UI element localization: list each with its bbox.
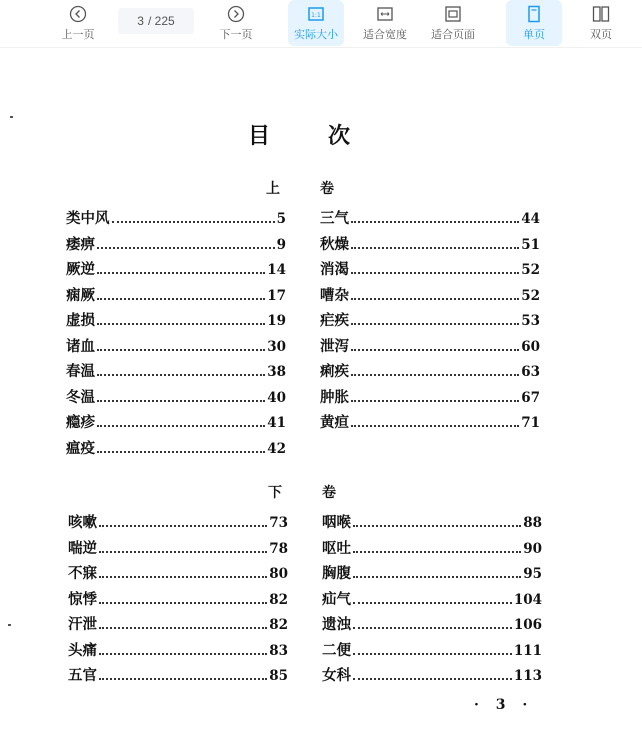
vol1-left-column xyxy=(66,207,286,462)
dot-leader xyxy=(351,374,519,376)
toc-entry[interactable] xyxy=(66,207,286,233)
toc-entry-page: 30 xyxy=(267,338,286,355)
toc-entry-page: 14 xyxy=(267,262,286,278)
dot-leader xyxy=(351,349,519,351)
dot-leader xyxy=(99,602,267,604)
dot-leader xyxy=(351,400,519,402)
toc-entry-name: 嘈杂 xyxy=(320,286,349,304)
toc-entry[interactable] xyxy=(322,537,542,563)
dot-leader xyxy=(99,678,267,680)
toc-entry[interactable] xyxy=(320,233,540,259)
viewer-toolbar xyxy=(0,0,642,48)
toc-entry-name: 女科 xyxy=(322,667,351,684)
toc-entry-name: 消渴 xyxy=(320,261,349,278)
fit-page-icon xyxy=(444,5,462,23)
chevron-right-circle-icon xyxy=(227,5,245,23)
toc-entry[interactable] xyxy=(66,309,286,335)
toc-entry-page: 41 xyxy=(267,415,286,431)
toc-entry-name: 秋燥 xyxy=(320,235,349,253)
dot-leader xyxy=(97,400,265,402)
toc-entry-name: 遗浊 xyxy=(322,616,351,633)
toc-entry-page: 104 xyxy=(513,591,542,608)
fit-width-label: 适合宽度 xyxy=(363,28,407,41)
dot-leader xyxy=(99,525,267,527)
toc-entry-name: 泄泻 xyxy=(320,337,349,355)
toc-entry-page: 17 xyxy=(267,287,286,304)
toc-entry-page: 71 xyxy=(521,415,540,431)
toc-entry[interactable] xyxy=(66,233,286,259)
toc-entry-page: 67 xyxy=(521,389,540,406)
toc-entry-page: 42 xyxy=(267,440,286,457)
single-page-icon xyxy=(525,5,543,23)
vol1-heading-1: 上 xyxy=(266,181,280,197)
fit-page-button[interactable] xyxy=(424,0,482,46)
toc-entry-page: 5 xyxy=(276,211,286,227)
toc-entry-page: 52 xyxy=(521,287,540,304)
toc-entry-page: 90 xyxy=(523,540,542,557)
prev-page-label: 上一页 xyxy=(61,28,95,41)
next-page-label: 下一页 xyxy=(219,28,253,41)
toc-entry-page: 19 xyxy=(267,313,286,329)
dot-leader xyxy=(97,425,265,427)
toc-entry[interactable] xyxy=(66,411,286,437)
toc-entry[interactable] xyxy=(68,537,288,563)
toc-entry-name: 疝气 xyxy=(322,590,351,608)
toc-entry[interactable] xyxy=(68,588,288,614)
dot-leader xyxy=(97,247,275,249)
toc-entry[interactable] xyxy=(66,360,286,386)
dot-leader xyxy=(112,221,275,223)
toc-entry[interactable] xyxy=(322,613,542,639)
vol1-right-column xyxy=(320,207,540,437)
toc-entry-name: 二便 xyxy=(322,641,351,659)
dot-leader xyxy=(97,374,265,376)
toc-entry-name: 头痛 xyxy=(68,641,97,659)
toc-entry[interactable] xyxy=(68,511,288,537)
toc-entry-page: 83 xyxy=(269,642,288,659)
toc-entry-page: 63 xyxy=(521,364,540,380)
toc-entry-name: 肿胀 xyxy=(320,388,349,406)
toc-entry-name: 汗泄 xyxy=(68,616,97,633)
double-page-label: 双页 xyxy=(590,28,612,41)
next-page-button[interactable] xyxy=(210,0,262,46)
toc-entry[interactable] xyxy=(320,335,540,361)
dot-leader xyxy=(99,551,267,553)
single-page-button[interactable] xyxy=(506,0,562,46)
prev-page-button[interactable] xyxy=(52,0,104,46)
toc-entry[interactable] xyxy=(66,284,286,310)
current-page[interactable]: 3 xyxy=(137,14,144,28)
toc-entry-page: 53 xyxy=(521,313,540,329)
toc-entry-name: 痢疾 xyxy=(320,363,349,380)
toc-entry-name: 五官 xyxy=(68,667,97,684)
toc-entry-name: 喘逆 xyxy=(68,539,97,557)
dot-leader xyxy=(97,349,265,351)
dot-leader xyxy=(353,576,521,578)
toc-entry[interactable] xyxy=(66,386,286,412)
toc-entry[interactable] xyxy=(320,411,540,437)
toc-entry-page: 40 xyxy=(267,389,286,406)
toc-entry-name: 不寐 xyxy=(68,565,97,582)
toc-entry[interactable] xyxy=(66,335,286,361)
toc-entry-page: 60 xyxy=(521,338,540,355)
dot-leader xyxy=(97,451,265,453)
toc-entry-name: 咳嗽 xyxy=(68,514,97,531)
dot-leader xyxy=(353,678,512,680)
toc-entry-name: 呕吐 xyxy=(322,539,351,557)
dot-leader xyxy=(353,653,512,655)
toc-entry-name: 类中风 xyxy=(66,210,110,227)
toc-entry[interactable] xyxy=(322,562,542,588)
toc-entry-page: 80 xyxy=(269,566,288,582)
toc-entry-page: 38 xyxy=(267,364,286,380)
dot-leader xyxy=(351,272,519,274)
dot-leader xyxy=(351,221,519,223)
toc-entry-page: 51 xyxy=(521,236,540,253)
toc-entry-name: 诸血 xyxy=(66,337,95,355)
fit-page-label: 适合页面 xyxy=(431,28,475,41)
toc-entry-name: 惊悸 xyxy=(68,590,97,608)
page-number-input[interactable] xyxy=(118,8,194,34)
vol1-heading-2: 卷 xyxy=(320,181,334,197)
toc-entry[interactable] xyxy=(66,258,286,284)
scan-speck xyxy=(10,116,13,118)
vol2-left-column xyxy=(68,511,288,690)
dot-leader xyxy=(353,627,512,629)
dot-leader xyxy=(351,425,519,427)
svg-text:1:1: 1:1 xyxy=(311,11,321,19)
dot-leader xyxy=(99,576,267,578)
toc-entry-page: 73 xyxy=(269,515,288,531)
vol2-heading-1: 下 xyxy=(268,485,282,501)
toc-entry-page: 111 xyxy=(513,642,542,659)
fit-width-button[interactable] xyxy=(356,0,414,46)
toc-entry-name: 三气 xyxy=(320,210,349,227)
dot-leader xyxy=(351,323,519,325)
toc-entry[interactable] xyxy=(322,664,542,690)
actual-size-label: 实际大小 xyxy=(294,28,338,41)
toc-entry-name: 春温 xyxy=(66,363,95,380)
page-number: · 3 · xyxy=(474,697,534,713)
fit-width-icon xyxy=(376,5,394,23)
toc-entry-page: 88 xyxy=(523,515,542,531)
double-page-icon xyxy=(592,5,610,23)
dot-leader xyxy=(351,247,519,249)
toc-entry-name: 厥逆 xyxy=(66,261,95,278)
toc-entry-name: 疟疾 xyxy=(320,312,349,329)
vol2-right-column xyxy=(322,511,542,690)
toc-entry[interactable] xyxy=(320,258,540,284)
dot-leader xyxy=(353,525,521,527)
toc-entry[interactable] xyxy=(66,437,286,463)
toc-entry-page: 9 xyxy=(276,236,286,253)
toc-entry-name: 胸腹 xyxy=(322,565,351,582)
single-page-label: 单页 xyxy=(523,28,545,41)
document-page xyxy=(0,49,642,733)
toc-entry-page: 44 xyxy=(521,211,540,227)
dot-leader xyxy=(353,602,512,604)
dot-leader xyxy=(99,653,267,655)
toc-entry-page: 106 xyxy=(513,617,542,633)
dot-leader xyxy=(351,298,519,300)
dot-leader xyxy=(97,272,265,274)
toc-entry-page: 82 xyxy=(269,591,288,608)
toc-entry-name: 痿痹 xyxy=(66,235,95,253)
toc-title-1: 目 xyxy=(248,123,271,149)
toc-entry[interactable] xyxy=(322,511,542,537)
total-pages: / 225 xyxy=(147,14,175,28)
toc-entry[interactable] xyxy=(68,664,288,690)
toc-entry[interactable] xyxy=(68,562,288,588)
actual-size-button[interactable] xyxy=(288,0,344,46)
dot-leader xyxy=(99,627,267,629)
toc-entry[interactable] xyxy=(320,309,540,335)
toc-entry-name: 冬温 xyxy=(66,388,95,406)
toc-entry-name: 痫厥 xyxy=(66,286,95,304)
toc-entry-page: 95 xyxy=(523,566,542,582)
toc-title-2: 次 xyxy=(328,123,351,149)
toc-entry[interactable] xyxy=(320,207,540,233)
toc-entry-page: 78 xyxy=(269,540,288,557)
toc-entry[interactable] xyxy=(320,386,540,412)
toc-entry-name: 瘾疹 xyxy=(66,414,95,431)
toc-entry-name: 黄疸 xyxy=(320,414,349,431)
toc-entry-page: 82 xyxy=(269,617,288,633)
toc-entry[interactable] xyxy=(320,284,540,310)
toc-entry[interactable] xyxy=(68,639,288,665)
dot-leader xyxy=(97,298,265,300)
scan-speck xyxy=(8,624,11,626)
toc-entry[interactable] xyxy=(68,613,288,639)
toc-entry-page: 52 xyxy=(521,262,540,278)
toc-entry-name: 虚损 xyxy=(66,312,95,329)
dot-leader xyxy=(353,551,521,553)
toc-entry[interactable] xyxy=(322,588,542,614)
toc-entry-page: 85 xyxy=(269,668,288,684)
vol2-heading-2: 卷 xyxy=(322,485,336,501)
toc-entry-name: 咽喉 xyxy=(322,514,351,531)
toc-entry-name: 瘟疫 xyxy=(66,439,95,457)
actual-size-icon xyxy=(307,5,325,23)
toc-entry-page: 113 xyxy=(513,668,542,684)
toc-entry[interactable] xyxy=(322,639,542,665)
toc-entry[interactable] xyxy=(320,360,540,386)
dot-leader xyxy=(97,323,265,325)
chevron-left-circle-icon xyxy=(69,5,87,23)
double-page-button[interactable] xyxy=(576,0,626,46)
